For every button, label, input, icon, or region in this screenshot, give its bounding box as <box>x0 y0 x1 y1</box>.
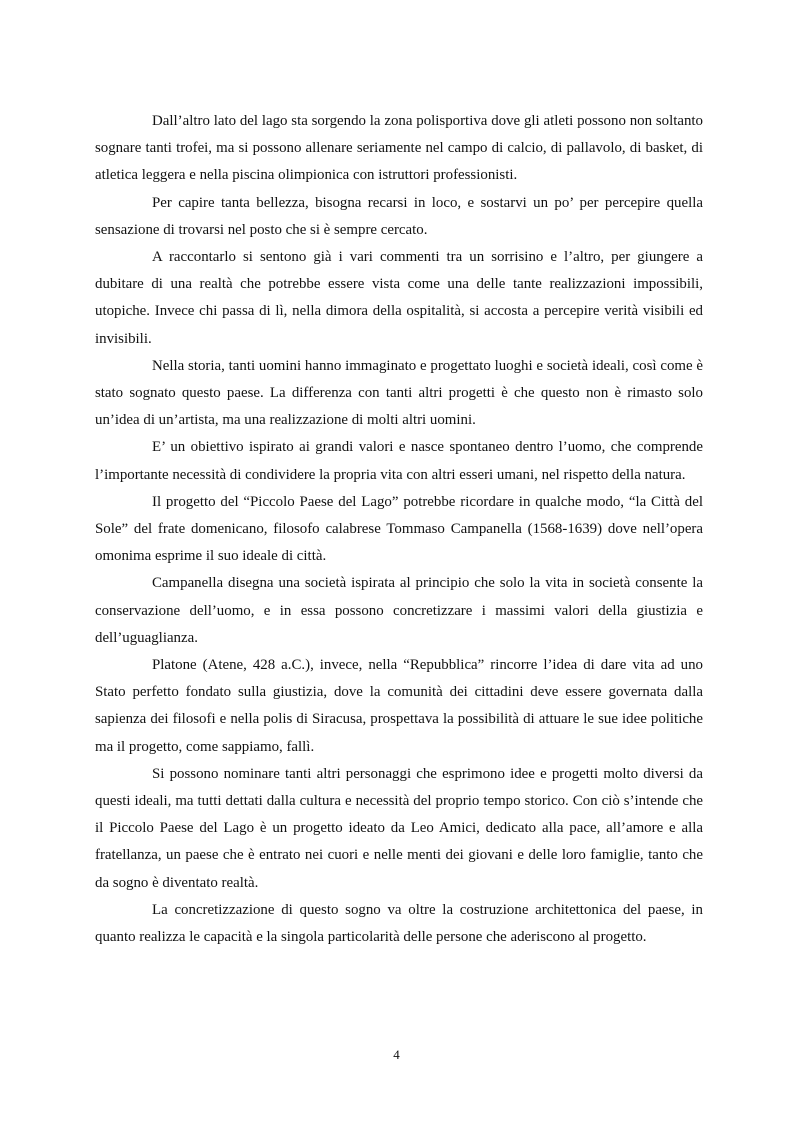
page-number: 4 <box>393 1047 400 1062</box>
paragraph: La concretizzazione di questo sogno va oltre la costruzione architettonica del paese, in quanto realizza le capacità e la singola particolarità delle persone che aderiscono al progetto. <box>95 901 703 946</box>
paragraph: E’ un obiettivo ispirato ai grandi valori e nasce spontaneo dentro l’uomo, che comprende l’importante necessità di condividere la propria vita con altri esseri umani, nel rispetto della natura. <box>95 439 703 483</box>
paragraph: Il progetto del “Piccolo Paese del Lago” potrebbe ricordare in qualche modo, “la Città del Sole” del frate domenicano, filosofo calabrese Tommaso Campanella (1568-1639) dove nell’opera omonima esprime il suo ideale di città. <box>95 493 703 565</box>
paragraph: Si possono nominare tanti altri personaggi che esprimono idee e progetti molto diversi da questi ideali, ma tutti dettati dalla cultura e necessità del proprio tempo storico. Con ciò s’intende che il Piccolo Paese del Lago è un progetto ideato da Leo Amici, dedicato alla pace, all’amore e alla fratellanza, un paese che è entrato nei cuori e nelle menti dei giovani e delle loro famiglie, tanto che da sogno è diventato realtà. <box>95 765 703 891</box>
paragraph: A raccontarlo si sentono già i vari commenti tra un sorrisino e l’altro, per giungere a dubitare di una realtà che potrebbe essere vista come una delle tante realizzazioni impossibili, utopiche. Invece chi passa di lì, nella dimora della ospitalità, si accosta a percepire verità visibili ed invisibili. <box>95 249 703 347</box>
paragraph: Dall’altro lato del lago sta sorgendo la zona polisportiva dove gli atleti possono non soltanto sognare tanti trofei, ma si possono allenare seriamente nel campo di calcio, di pallavolo, di basket, di atletica leggera e nella piscina olimpionica con istruttori professionisti. <box>95 113 703 184</box>
paragraph: Platone (Atene, 428 a.C.), invece, nella “Repubblica” rincorre l’idea di dare vita ad uno Stato perfetto fondato sulla giustizia, dove la comunità dei cittadini deve essere governata dalla sapienza dei filosofi e nella polis di Siracusa, prospettava la possibilità di attuare le sue idee politiche ma il progetto, come sappiamo, fallì. <box>95 657 703 755</box>
body-text <box>95 108 703 951</box>
paragraph: Nella storia, tanti uomini hanno immaginato e progettato luoghi e società ideali, così come è stato sognato questo paese. La differenza con tanti altri progetti è che questo non è rimasto solo un’idea di un’artista, ma una realizzazione di molti altri uomini. <box>95 357 703 429</box>
paragraph: Per capire tanta bellezza, bisogna recarsi in loco, e sostarvi un po’ per percepire quella sensazione di trovarsi nel posto che si è sempre cercato. <box>95 194 703 238</box>
paragraph: Campanella disegna una società ispirata al principio che solo la vita in società consente la conservazione dell’uomo, e in essa possono concretizzare i massimi valori della giustizia e dell’uguaglianza. <box>95 575 703 646</box>
